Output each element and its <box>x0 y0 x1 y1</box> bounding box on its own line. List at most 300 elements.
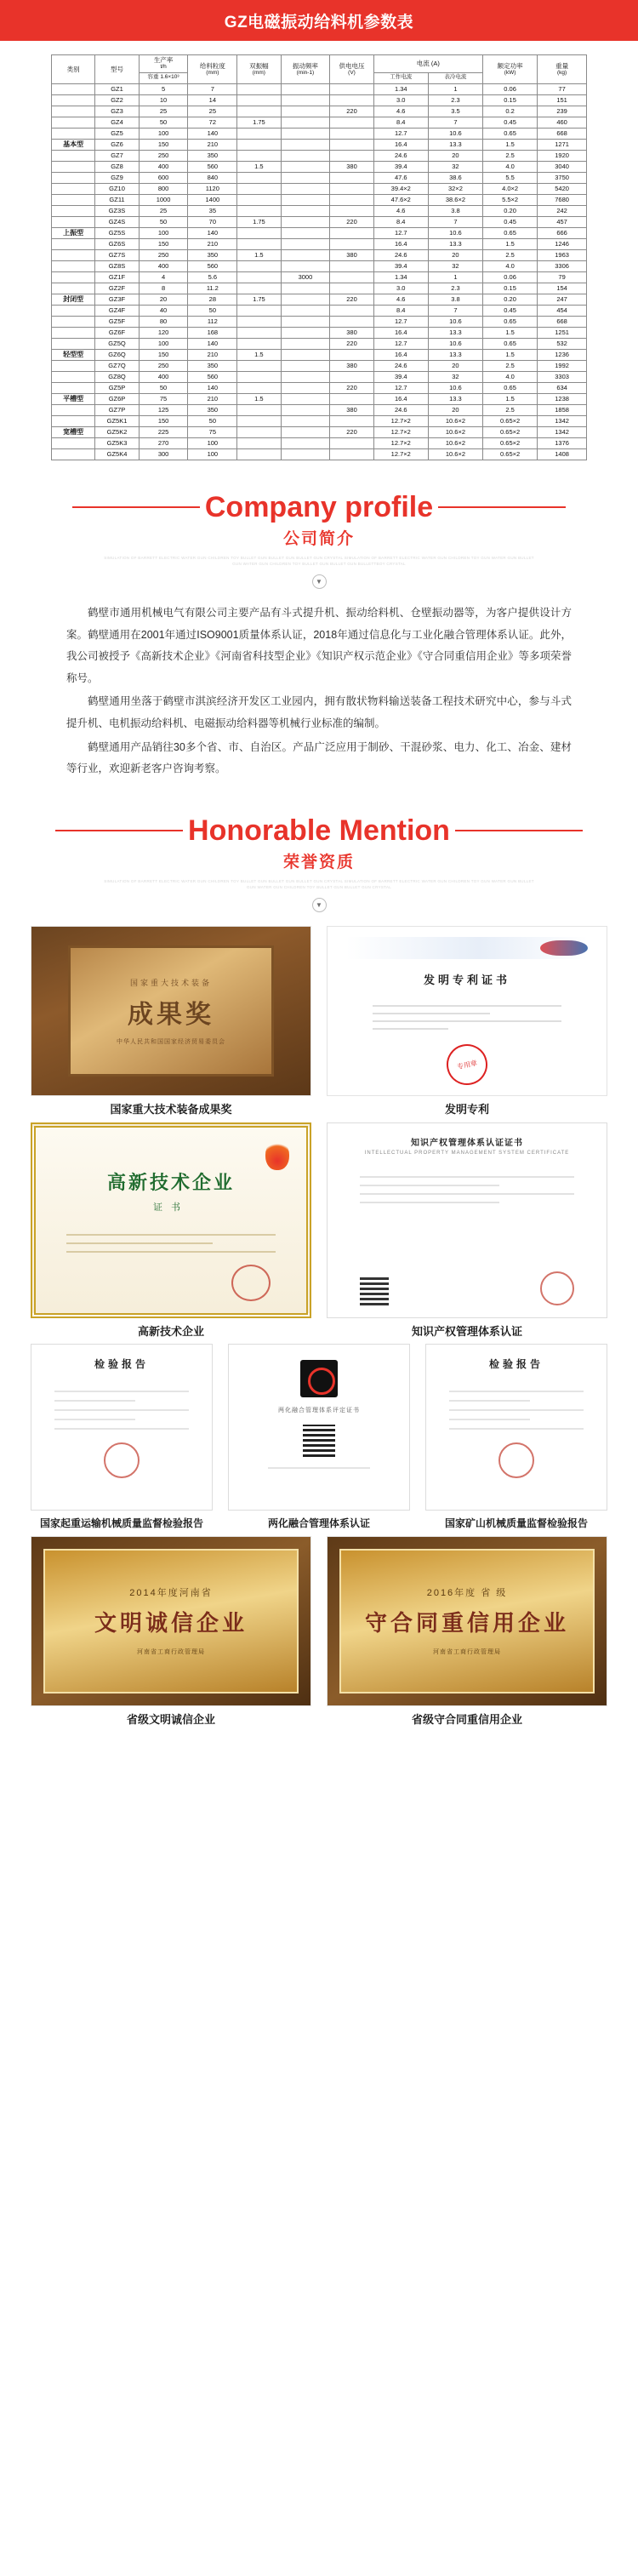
cell-working-current: 12.7 <box>373 227 428 238</box>
honor-item <box>228 1344 410 1530</box>
cell-capacity: 80 <box>139 316 188 327</box>
cell-amplitude <box>237 316 281 327</box>
cell-working-current: 39.4 <box>373 371 428 382</box>
cell-voltage <box>330 371 373 382</box>
table-row <box>52 426 587 437</box>
honors-title-cn: 荣誉资质 <box>282 853 355 871</box>
cell-power: 0.65 <box>483 227 538 238</box>
cell-cooling-current: 7 <box>428 216 482 227</box>
company-paragraph: 鹤壁市通用机械电气有限公司主要产品有斗式提升机、振动给料机、仓壁振动器等，为客户提供设计方案。鹤壁通用在2001年通过ISO9001质量体系认证，2018年通过信息化与工业化融合管理体系认证。此外，我公司被授予《高新技术企业》《河南省科技型企业》《知识产权示范企业》《守合同重信用企业》等多项荣誉称号。 <box>66 606 572 684</box>
cell-model: GZ10 <box>95 183 139 194</box>
cell-feed-size: 28 <box>188 294 237 305</box>
cell-feed-size: 210 <box>188 393 237 404</box>
title-rule-right <box>438 506 566 508</box>
cell-voltage <box>330 316 373 327</box>
th-feed-size: 给料粒度 (mm) <box>188 55 237 84</box>
cell-weight: 1858 <box>538 404 587 415</box>
cell-working-current: 16.4 <box>373 139 428 150</box>
chevron-down-icon: ▼ <box>312 898 327 912</box>
cell-cooling-current: 20 <box>428 150 482 161</box>
cell-cooling-current: 10.6×2 <box>428 448 482 460</box>
cell-working-current: 24.6 <box>373 150 428 161</box>
cell-power: 0.45 <box>483 117 538 128</box>
th-cooling-current: 表冷电流 <box>428 72 482 83</box>
cell-frequency <box>281 371 330 382</box>
cell-amplitude <box>237 415 281 426</box>
cell-cooling-current: 3.8 <box>428 205 482 216</box>
cell-feed-size: 840 <box>188 172 237 183</box>
cell-amplitude <box>237 271 281 283</box>
cell-category <box>52 448 95 460</box>
honor-item <box>425 1344 607 1530</box>
cell-amplitude <box>237 338 281 349</box>
cell-model: GZ1 <box>95 83 139 94</box>
cell-power: 4.0×2 <box>483 183 538 194</box>
cell-frequency <box>281 349 330 360</box>
cell-working-current: 4.6 <box>373 294 428 305</box>
cell-frequency <box>281 172 330 183</box>
cell-model: GZ6F <box>95 327 139 338</box>
cell-power: 1.5 <box>483 238 538 249</box>
official-seal-icon <box>540 1271 574 1305</box>
document-lines <box>54 1383 189 1437</box>
cell-category <box>52 360 95 371</box>
table-row <box>52 172 587 183</box>
cell-cooling-current: 13.3 <box>428 327 482 338</box>
honors-row <box>31 1122 607 1339</box>
cell-model: GZ3F <box>95 294 139 305</box>
cell-cooling-current: 13.3 <box>428 238 482 249</box>
cell-feed-size: 7 <box>188 83 237 94</box>
document-lines <box>360 1169 573 1210</box>
cell-amplitude <box>237 94 281 106</box>
cell-working-current: 4.6 <box>373 106 428 117</box>
table-row <box>52 227 587 238</box>
plaque-issuer: 河南省工商行政管理局 <box>433 1649 501 1656</box>
table-row <box>52 393 587 404</box>
table-row <box>52 360 587 371</box>
flame-icon <box>265 1139 289 1170</box>
cell-voltage <box>330 415 373 426</box>
cell-cooling-current: 10.6 <box>428 128 482 139</box>
document-lines <box>373 999 561 1036</box>
cell-frequency <box>281 238 330 249</box>
cell-frequency <box>281 316 330 327</box>
cell-weight: 3303 <box>538 371 587 382</box>
honors-gallery <box>0 921 638 1754</box>
cell-frequency <box>281 426 330 437</box>
cell-voltage <box>330 271 373 283</box>
cell-power: 1.5 <box>483 327 538 338</box>
cell-model: GZ2F <box>95 283 139 294</box>
table-row <box>52 382 587 393</box>
cell-cooling-current: 32 <box>428 371 482 382</box>
cell-category <box>52 94 95 106</box>
official-seal-icon <box>104 1442 140 1478</box>
cell-capacity: 800 <box>139 183 188 194</box>
cell-weight: 1271 <box>538 139 587 150</box>
cell-frequency <box>281 327 330 338</box>
cell-voltage <box>330 194 373 205</box>
cell-frequency <box>281 150 330 161</box>
spec-table-container <box>0 41 638 467</box>
cell-cooling-current: 3.5 <box>428 106 482 117</box>
cell-feed-size: 140 <box>188 382 237 393</box>
table-row <box>52 316 587 327</box>
cell-frequency <box>281 117 330 128</box>
honors-decorative-text: SIMULATION OF BARRETT ELECTRIC WATER GUN CHILDREN TOY BULLET GUN BULLET GUN BULLET GUN CRYSTAL SIMULATION OF BARRETT ELECTRIC WATER GUN CHILDREN TOY GUN WATER GUN BULLET GUN WATER GUN CHILDREN TOY BULLET GUN BULLET GUN CRYSTAL <box>104 878 534 890</box>
cell-power: 2.5 <box>483 360 538 371</box>
cell-amplitude: 1.75 <box>237 117 281 128</box>
cell-power: 0.06 <box>483 271 538 283</box>
cell-amplitude <box>237 172 281 183</box>
cell-capacity: 150 <box>139 139 188 150</box>
cell-amplitude <box>237 426 281 437</box>
cell-working-current: 8.4 <box>373 117 428 128</box>
cell-frequency <box>281 415 330 426</box>
award-plaque-image <box>31 926 311 1096</box>
cell-working-current: 39.4 <box>373 161 428 172</box>
cell-category <box>52 194 95 205</box>
cell-feed-size: 75 <box>188 426 237 437</box>
cell-model: GZ2 <box>95 94 139 106</box>
cell-weight: 1920 <box>538 150 587 161</box>
mining-inspection-report-image <box>425 1344 607 1511</box>
cell-working-current: 47.6×2 <box>373 194 428 205</box>
cell-model: GZ7P <box>95 404 139 415</box>
cell-model: GZ5K4 <box>95 448 139 460</box>
cell-model: GZ7Q <box>95 360 139 371</box>
cell-weight: 3306 <box>538 260 587 271</box>
table-row <box>52 194 587 205</box>
company-paragraph: 鹤壁通用坐落于鹤壁市淇滨经济开发区工业园内，拥有散状物料输送装备工程技术研究中心，参与斗式提升机、电机振动给料机、电磁振动给料器等机械行业标准的编制。 <box>66 695 572 729</box>
cell-voltage: 380 <box>330 161 373 172</box>
cell-category: 上振型 <box>52 227 95 238</box>
cell-working-current: 8.4 <box>373 216 428 227</box>
cell-cooling-current: 20 <box>428 360 482 371</box>
table-row <box>52 437 587 448</box>
cell-category <box>52 404 95 415</box>
honor-item <box>327 1536 607 1728</box>
divider <box>268 1467 370 1469</box>
plaque-year: 2016年度 省 级 <box>426 1588 508 1599</box>
cell-working-current: 12.7×2 <box>373 437 428 448</box>
cell-feed-size: 35 <box>188 205 237 216</box>
cell-weight: 242 <box>538 205 587 216</box>
qr-code-icon <box>303 1425 335 1457</box>
cell-capacity: 250 <box>139 150 188 161</box>
cell-working-current: 12.7×2 <box>373 448 428 460</box>
cell-capacity: 270 <box>139 437 188 448</box>
cell-capacity: 150 <box>139 238 188 249</box>
cell-model: GZ5F <box>95 316 139 327</box>
cell-model: GZ5 <box>95 128 139 139</box>
cell-voltage <box>330 117 373 128</box>
cell-category <box>52 305 95 316</box>
cell-category: 宽槽型 <box>52 426 95 437</box>
page-banner <box>0 0 638 41</box>
table-row <box>52 183 587 194</box>
cell-power: 2.5 <box>483 404 538 415</box>
cell-category <box>52 260 95 271</box>
cell-cooling-current: 3.8 <box>428 294 482 305</box>
cell-category <box>52 316 95 327</box>
cell-working-current: 47.6 <box>373 172 428 183</box>
cell-weight: 668 <box>538 128 587 139</box>
cell-frequency <box>281 128 330 139</box>
cell-voltage: 220 <box>330 382 373 393</box>
title-rule-right <box>455 830 583 831</box>
cell-power: 1.5 <box>483 393 538 404</box>
cell-model: GZ7 <box>95 150 139 161</box>
cell-category <box>52 338 95 349</box>
honor-item <box>31 1536 311 1728</box>
cell-model: GZ1F <box>95 271 139 283</box>
cell-frequency <box>281 404 330 415</box>
page-title: GZ电磁振动给料机参数表 <box>224 13 414 31</box>
cell-model: GZ5S <box>95 227 139 238</box>
cell-working-current: 3.0 <box>373 283 428 294</box>
cell-cooling-current: 10.6 <box>428 382 482 393</box>
cell-cooling-current: 10.6×2 <box>428 437 482 448</box>
cell-category <box>52 271 95 283</box>
cell-amplitude <box>237 327 281 338</box>
cell-capacity: 8 <box>139 283 188 294</box>
cell-feed-size: 140 <box>188 128 237 139</box>
cell-amplitude: 1.5 <box>237 249 281 260</box>
honor-caption: 国家矿山机械质量监督检验报告 <box>444 1517 588 1530</box>
cell-power: 0.45 <box>483 216 538 227</box>
cell-feed-size: 11.2 <box>188 283 237 294</box>
cell-amplitude: 1.5 <box>237 161 281 172</box>
cell-working-current: 1.34 <box>373 271 428 283</box>
cell-category <box>52 183 95 194</box>
cell-weight: 1236 <box>538 349 587 360</box>
cell-frequency <box>281 106 330 117</box>
certificate-line: 两化融合管理体系评定证书 <box>278 1408 360 1414</box>
cell-category <box>52 150 95 161</box>
cell-power: 0.20 <box>483 294 538 305</box>
table-row <box>52 216 587 227</box>
cell-capacity: 250 <box>139 360 188 371</box>
document-lines <box>66 1227 276 1259</box>
official-seal-icon <box>498 1442 534 1478</box>
cell-model: GZ8 <box>95 161 139 172</box>
cell-feed-size: 70 <box>188 216 237 227</box>
th-working-current: 工作电流 <box>373 72 428 83</box>
table-row <box>52 404 587 415</box>
cell-frequency <box>281 360 330 371</box>
cell-cooling-current: 10.6 <box>428 316 482 327</box>
cell-voltage <box>330 150 373 161</box>
cell-feed-size: 350 <box>188 404 237 415</box>
cell-frequency <box>281 338 330 349</box>
cell-amplitude <box>237 194 281 205</box>
table-row <box>52 205 587 216</box>
cell-voltage <box>330 305 373 316</box>
hightech-certificate-image <box>31 1122 311 1318</box>
cell-working-current: 1.34 <box>373 83 428 94</box>
cell-voltage <box>330 260 373 271</box>
cell-amplitude <box>237 371 281 382</box>
honors-section-header <box>0 791 638 921</box>
cell-weight: 460 <box>538 117 587 128</box>
cell-model: GZ11 <box>95 194 139 205</box>
cell-power: 1.5 <box>483 349 538 360</box>
cell-capacity: 50 <box>139 216 188 227</box>
th-amplitude: 双振幅 (mm) <box>237 55 281 84</box>
cell-cooling-current: 13.3 <box>428 393 482 404</box>
cell-voltage <box>330 393 373 404</box>
cell-category <box>52 382 95 393</box>
table-row <box>52 94 587 106</box>
cell-model: GZ4 <box>95 117 139 128</box>
cell-weight: 1342 <box>538 415 587 426</box>
cell-power: 1.5 <box>483 139 538 150</box>
cell-frequency <box>281 183 330 194</box>
cell-feed-size: 100 <box>188 437 237 448</box>
cell-cooling-current: 13.3 <box>428 349 482 360</box>
cell-amplitude <box>237 283 281 294</box>
table-row <box>52 327 587 338</box>
cell-cooling-current: 10.6 <box>428 338 482 349</box>
cell-power: 0.65×2 <box>483 448 538 460</box>
cell-capacity: 40 <box>139 305 188 316</box>
cell-feed-size: 100 <box>188 448 237 460</box>
cell-cooling-current: 13.3 <box>428 139 482 150</box>
cell-power: 0.65 <box>483 128 538 139</box>
cell-capacity: 75 <box>139 393 188 404</box>
cell-frequency <box>281 448 330 460</box>
honors-title-en: Honorable Mention <box>188 814 450 847</box>
cell-working-current: 16.4 <box>373 327 428 338</box>
official-seal-icon: 专用章 <box>443 1041 492 1089</box>
cell-capacity: 50 <box>139 382 188 393</box>
cell-cooling-current: 38.6 <box>428 172 482 183</box>
cell-amplitude <box>237 360 281 371</box>
cell-frequency <box>281 249 330 260</box>
cell-capacity: 150 <box>139 415 188 426</box>
cell-weight: 1963 <box>538 249 587 260</box>
cell-capacity: 120 <box>139 327 188 338</box>
cell-capacity: 600 <box>139 172 188 183</box>
cell-cooling-current: 32 <box>428 260 482 271</box>
table-row <box>52 83 587 94</box>
cell-category <box>52 83 95 94</box>
cell-capacity: 50 <box>139 117 188 128</box>
table-row <box>52 338 587 349</box>
cell-capacity: 10 <box>139 94 188 106</box>
cell-feed-size: 50 <box>188 415 237 426</box>
company-title-cn: 公司简介 <box>282 529 355 548</box>
cell-cooling-current: 2.3 <box>428 283 482 294</box>
cell-category <box>52 106 95 117</box>
cell-category <box>52 327 95 338</box>
cell-frequency <box>281 437 330 448</box>
th-capacity-density: 容重 1.6×10³ <box>139 72 188 83</box>
honor-caption: 发明专利 <box>444 1103 489 1117</box>
honor-caption: 两化融合管理体系认证 <box>267 1517 370 1530</box>
th-current: 电流 (A) <box>373 55 482 73</box>
cell-working-current: 3.0 <box>373 94 428 106</box>
cell-weight: 79 <box>538 271 587 283</box>
cell-voltage: 220 <box>330 294 373 305</box>
cell-frequency <box>281 139 330 150</box>
cell-category <box>52 216 95 227</box>
honors-row <box>31 1344 607 1530</box>
table-row <box>52 117 587 128</box>
cell-model: GZ4S <box>95 216 139 227</box>
cell-cooling-current: 10.6×2 <box>428 426 482 437</box>
cell-working-current: 12.7 <box>373 338 428 349</box>
cell-cooling-current: 1 <box>428 271 482 283</box>
cell-feed-size: 112 <box>188 316 237 327</box>
cell-weight: 3750 <box>538 172 587 183</box>
cell-weight: 1342 <box>538 426 587 437</box>
cell-weight: 1408 <box>538 448 587 460</box>
chevron-down-icon: ▼ <box>312 574 327 589</box>
cell-cooling-current: 1 <box>428 83 482 94</box>
cell-power: 0.15 <box>483 283 538 294</box>
cell-feed-size: 1120 <box>188 183 237 194</box>
th-weight: 重量 (kg) <box>538 55 587 84</box>
cell-voltage <box>330 139 373 150</box>
cell-category <box>52 238 95 249</box>
honor-caption: 省级文明诚信企业 <box>126 1712 215 1726</box>
cell-model: GZ5P <box>95 382 139 393</box>
cell-voltage: 220 <box>330 426 373 437</box>
cell-working-current: 24.6 <box>373 360 428 371</box>
cell-power: 2.5 <box>483 249 538 260</box>
cell-feed-size: 168 <box>188 327 237 338</box>
th-model: 型号 <box>95 55 139 84</box>
cell-capacity: 5 <box>139 83 188 94</box>
cell-category <box>52 128 95 139</box>
cell-frequency <box>281 260 330 271</box>
honor-caption: 国家重大技术装备成果奖 <box>110 1103 232 1117</box>
company-title-en: Company profile <box>204 490 434 523</box>
plaque-sub-text: 中华人民共和国国家经济贸易委员会 <box>117 1038 225 1045</box>
cell-weight: 1376 <box>538 437 587 448</box>
cell-frequency <box>281 294 330 305</box>
cell-voltage <box>330 448 373 460</box>
cell-voltage: 380 <box>330 249 373 260</box>
cell-power: 5.5×2 <box>483 194 538 205</box>
cell-category <box>52 283 95 294</box>
cell-voltage <box>330 283 373 294</box>
cell-voltage <box>330 172 373 183</box>
cell-capacity: 25 <box>139 205 188 216</box>
cell-weight: 1251 <box>538 327 587 338</box>
cell-working-current: 39.4 <box>373 260 428 271</box>
cell-amplitude <box>237 205 281 216</box>
ribbon-icon <box>540 940 588 956</box>
table-row <box>52 161 587 172</box>
cell-weight: 454 <box>538 305 587 316</box>
cell-frequency <box>281 83 330 94</box>
cell-weight: 247 <box>538 294 587 305</box>
table-row <box>52 106 587 117</box>
cell-power: 0.15 <box>483 94 538 106</box>
cell-amplitude: 1.5 <box>237 349 281 360</box>
cell-working-current: 8.4 <box>373 305 428 316</box>
cell-amplitude <box>237 448 281 460</box>
cell-model: GZ7S <box>95 249 139 260</box>
table-row <box>52 305 587 316</box>
table-row <box>52 139 587 150</box>
table-row <box>52 150 587 161</box>
cell-power: 5.5 <box>483 172 538 183</box>
